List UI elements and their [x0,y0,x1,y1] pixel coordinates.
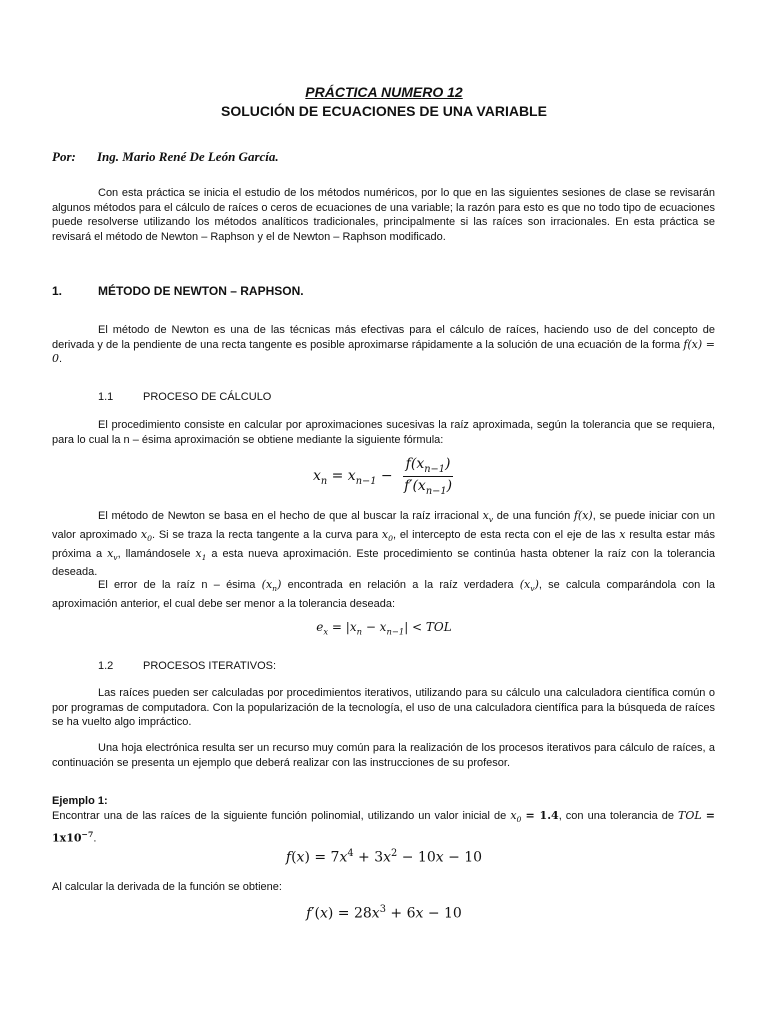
section-number: 1. [52,284,63,298]
basis-text-a: El método de Newton se basa en el hecho de que al buscar la raíz irracional [98,510,479,522]
basis-text-h: a esta nueva aproximación. Este procedimiento se continúa hasta obtener la raíz con la tolerancia deseada. [52,547,715,579]
author-label: Por: [52,149,76,164]
subsection-title-2: PROCESOS ITERATIVOS: [143,660,277,672]
practice-subtitle: SOLUCIÓN DE ECUACIONES DE UNA VARIABLE [221,103,547,119]
subsection-number: 1.1 [98,391,114,403]
math-x1: $x_1$ [195,546,207,562]
math-xv-b: $x_v$ [107,546,118,562]
section-paragraph-end: . [59,353,63,366]
example-text-c: . [93,832,97,845]
subsection-title: PROCESO DE CÁLCULO [143,391,272,403]
section-title: MÉTODO DE NEWTON – RAPHSON. [98,284,304,298]
x0-value: = 1.4 [525,809,559,822]
subsection-heading-1-1 [98,391,271,403]
basis-text-f: resulta estar más próxima a [52,528,715,560]
error-text-c: , se calcula comparándola con la aproximación anterior, el cual debe ser menor a la tolerancia deseada: [52,579,715,610]
spreadsheet-paragraph [52,741,715,770]
basis-text-d: . Si se traza la recta tangente a la curva para [152,528,379,541]
basis-text-b: de una función [496,510,571,522]
newton-raphson-formula: $x_n = x_{n-1}$ − $\frac{f(x_{n-1})}{f'(x_{n-1})}$ [312,456,453,497]
math-xv-paren: $(x_v)$ [519,578,539,594]
example-title: Ejemplo 1: [52,795,108,807]
polynomial-function: $f(x) = 7x^4 + 3x^2 - 10x - 10$ [285,848,483,866]
math-tol: TOL [678,809,702,822]
math-xv: $x_v$ [482,509,494,525]
author-name: Ing. Mario René De León García. [97,149,279,164]
derivative-function: $f'(x) = 28x^3 + 6x - 10$ [306,904,462,922]
procedure-paragraph [52,418,715,447]
basis-text-e: , el intercepto de esta recta con el eje de las [392,528,616,541]
error-text-a: El error de la raíz n – ésima [98,579,256,591]
section-heading [52,284,304,298]
error-paragraph [52,578,715,611]
tol-exponent: −7 [81,829,94,839]
equation-form-math: f(x) = 0 [52,337,716,366]
math-fx: f(x) [573,509,593,522]
example-text-a: Encontrar una de las raíces de la siguiente función polinomial, utilizando un valor inicial de [52,810,507,822]
subsection-heading-1-2 [98,660,276,672]
math-x0-example: $x_0$ [510,809,522,825]
example-text-b: , con una tolerancia de [558,810,674,822]
section-paragraph [52,323,715,367]
math-xn: $(x_n)$ [261,578,282,594]
tol-value: = 1x10 [52,809,715,845]
derivative-intro: Al calcular la derivada de la función se obtiene: [52,881,282,893]
iterative-text: Las raíces pueden ser calculadas por procedimientos iterativos, utilizando para su cálculo una calculadora científica común o por programas de computadora. Con la popularización de la tecnología, el uso de una calculadora científica para la búsqueda de raíces se ha vuelto algo impráctico. [52,687,715,729]
intro-text: Con esta práctica se inicia el estudio de los métodos numéricos, por lo que en las siguientes sesiones de clase se revisarán algunos métodos para el cálculo de raíces o ceros de ecuaciones de una variable; la razón para esto es que no todo tipo de ecuaciones puede resolverse utilizando los métodos analíticos tradicionales, principalmente si las raíces son irracionales. En esta práctica se revisará el método de Newton – Raphson y el de Newton – Raphson modificado. [52,187,715,243]
subsection-number-2: 1.2 [98,660,114,672]
section-paragraph-text: El método de Newton es una de las técnicas más efectivas para el cálculo de raíces, haciendo uso de del concepto de derivada y de la pendiente de una recta tangente es posible aproximarse rápidamente a la solución de una ecuación de la forma [52,324,715,351]
spreadsheet-text: Una hoja electrónica resulta ser un recurso muy común para la realización de los procesos iterativos para cálculo de raíces, a continuación se presenta un ejemplo que deberá realizar con las instrucciones de su profesor. [52,742,715,769]
author-line [52,149,279,165]
basis-text-g: , llamándosele [117,547,191,560]
example-paragraph [52,809,715,846]
procedure-text: El procedimiento consiste en calcular por aproximaciones sucesivas la raíz aproximada, según la tolerancia que se requiera, para lo cual la n – ésima aproximación se obtiene mediante la siguiente fórmula: [52,419,715,446]
method-basis-paragraph [52,509,715,580]
math-x: x [619,527,626,541]
iterative-paragraph [52,686,715,730]
error-text-b: encontrada en relación a la raíz verdadera [287,579,514,591]
intro-paragraph [52,186,715,244]
practice-title: PRÁCTICA NUMERO 12 [305,84,463,100]
math-x0-b: $x_0$ [381,527,393,543]
error-formula: $e_x = |x_n - x_{n-1}|$ < TOL [316,620,452,637]
basis-text-c: , se puede iniciar con un valor aproximado [52,510,715,541]
math-x0: $x_0$ [140,527,152,543]
